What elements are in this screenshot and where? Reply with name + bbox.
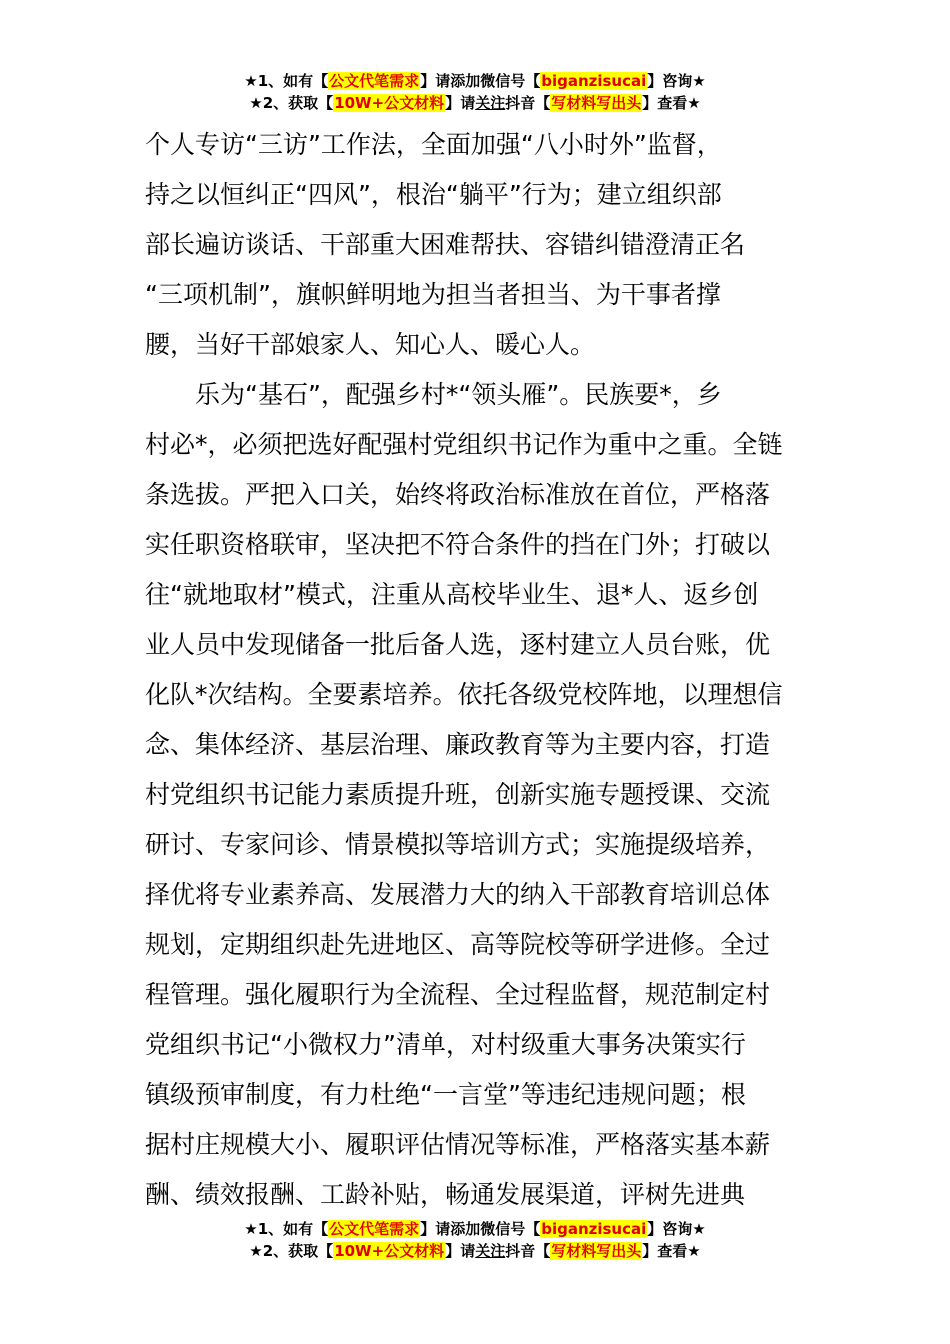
body-line: 业人员中发现储备一批后备人选，逐村建立人员台账，优 [145, 630, 771, 659]
banner-underlined-text: 关注 [475, 1242, 506, 1260]
body-line: 据村庄规模大小、履职评估情况等标准，严格落实基本薪 [145, 1130, 771, 1159]
banner-text: 】请 [445, 94, 476, 112]
wechat-id-highlight: biganzisucai [541, 72, 647, 90]
banner-underlined-text: 关注 [475, 94, 506, 112]
banner-highlight: 公文代笔需求 [329, 1220, 420, 1238]
banner-text: 】查看★ [642, 94, 701, 112]
footer-banner [0, 1218, 950, 1262]
header-banner [0, 70, 950, 114]
body-line: 部长遍访谈话、干部重大困难帮扶、容错纠错澄清正名 [145, 230, 746, 259]
body-line: 持之以恒纠正“四风”，根治“躺平”行为；建立组织部 [145, 180, 722, 209]
body-line: 村党组织书记能力素质提升班，创新实施专题授课、交流 [145, 780, 771, 809]
body-line: 实任职资格联审，坚决把不符合条件的挡在门外；打破以 [145, 530, 771, 559]
banner-text: 抖音【 [505, 94, 551, 112]
banner-text: 】咨询★ [647, 72, 706, 90]
douyin-account-highlight: 写材料写出头 [551, 94, 642, 112]
body-line: 镇级预审制度，有力杜绝“一言堂”等违纪违规问题；根 [145, 1080, 746, 1109]
wechat-id-highlight: biganzisucai [541, 1220, 647, 1238]
body-line: 党组织书记“小微权力”清单，对村级重大事务决策实行 [145, 1030, 746, 1059]
body-line: 念、集体经济、基层治理、廉政教育等为主要内容，打造 [145, 730, 771, 759]
body-line: 研讨、专家问诊、情景模拟等培训方式；实施提级培养， [145, 830, 771, 859]
body-line: 酬、绩效报酬、工龄补贴，畅通发展渠道，评树先进典 [145, 1180, 746, 1209]
body-line: 化队*次结构。全要素培养。依托各级党校阵地，以理想信 [145, 680, 783, 709]
body-line: 腰，当好干部娘家人、知心人、暖心人。 [145, 330, 596, 359]
banner-text: ★2、获取【 [249, 1242, 334, 1260]
document-body [145, 120, 809, 1220]
body-line: 条选拔。严把入口关，始终将政治标准放在首位，严格落 [145, 480, 771, 509]
banner-line-1 [0, 1218, 950, 1240]
banner-text: ★1、如有【 [244, 72, 329, 90]
banner-text: ★2、获取【 [249, 94, 334, 112]
douyin-account-highlight: 写材料写出头 [551, 1242, 642, 1260]
banner-text: 】咨询★ [647, 1220, 706, 1238]
body-line: 择优将专业素养高、发展潜力大的纳入干部教育培训总体 [145, 880, 771, 909]
banner-highlight: 10W+公文材料 [334, 94, 445, 112]
body-line: 规划，定期组织赴先进地区、高等院校等研学进修。全过 [145, 930, 771, 959]
body-line: 村必*，必须把选好配强村党组织书记作为重中之重。全链 [145, 430, 783, 459]
body-line: 往“就地取材”模式，注重从高校毕业生、退*人、返乡创 [145, 580, 759, 609]
banner-line-2 [0, 1240, 950, 1262]
banner-highlight: 公文代笔需求 [329, 72, 420, 90]
banner-text: 】查看★ [642, 1242, 701, 1260]
banner-text: 】请 [445, 1242, 476, 1260]
banner-text: 】请添加微信号【 [420, 1220, 541, 1238]
body-line: 个人专访“三访”工作法，全面加强“八小时外”监督， [145, 130, 722, 159]
banner-text: 】请添加微信号【 [420, 72, 541, 90]
body-line: “三项机制”，旗帜鲜明地为担当者担当、为干事者撑 [145, 280, 721, 309]
body-line: 程管理。强化履职行为全流程、全过程监督，规范制定村 [145, 980, 771, 1009]
banner-highlight: 10W+公文材料 [334, 1242, 445, 1260]
banner-text: ★1、如有【 [244, 1220, 329, 1238]
banner-line-2 [0, 92, 950, 114]
paragraph-start-line: 乐为“基石”，配强乡村*“领头雁”。民族要*，乡 [195, 380, 722, 409]
banner-line-1 [0, 70, 950, 92]
banner-text: 抖音【 [505, 1242, 551, 1260]
